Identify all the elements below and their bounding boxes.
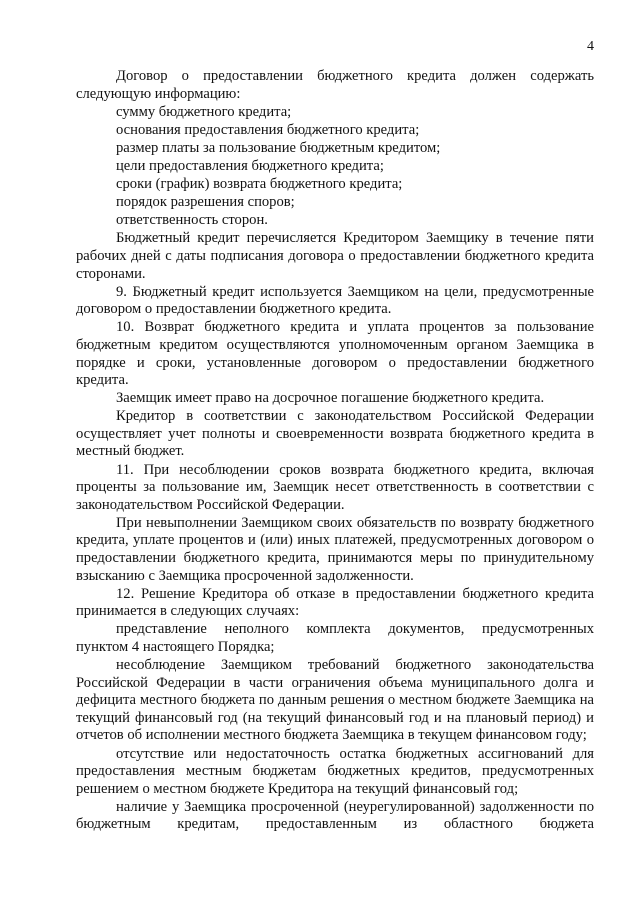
list-item: ответственность сторон. (116, 212, 268, 229)
paragraph: Бюджетный кредит перечисляется Кредитором Заемщику в течение пяти рабочих дней с даты подписания договора о предоставлении бюджетного кредита сторонами. (76, 230, 594, 282)
paragraph: наличие у Заемщика просроченной (неурегулированной) задолженности по бюджетным кредитам, предоставленным из областного бюджета (76, 798, 594, 833)
paragraph: 12. Решение Кредитора об отказе в предоставлении бюджетного кредита принимается в следующих случаях: (76, 585, 594, 620)
paragraph: отсутствие или недостаточность остатка бюджетных ассигнований для предоставления местным бюджетам бюджетных кредитов, предусмотренных решением о местном бюджете Кредитора на текущий финансовый год; (76, 745, 594, 797)
page-number: 4 (587, 39, 594, 54)
list-item: размер платы за пользование бюджетным кредитом; (116, 139, 441, 156)
list-item: сумму бюджетного кредита; (116, 103, 292, 120)
paragraph: представление неполного комплекта документов, предусмотренных пунктом 4 настоящего Порядка; (76, 621, 594, 655)
list-item: цели предоставления бюджетного кредита; (116, 157, 384, 174)
list-item: порядок разрешения споров; (116, 194, 295, 211)
list-item: сроки (график) возврата бюджетного кредита; (116, 176, 403, 193)
paragraph: 9. Бюджетный кредит используется Заемщиком на цели, предусмотренные договором о предоставлении бюджетного кредита. (76, 283, 594, 318)
paragraph: 11. При несоблюдении сроков возврата бюджетного кредита, включая проценты за пользование им, Заемщик несет ответственность в соответствии с законодательством Российской Федерации. (76, 461, 594, 513)
paragraph: При невыполнении Заемщиком своих обязательств по возврату бюджетного кредита, уплате процентов и (или) иных платежей, предусмотренных договором о предоставлении бюджетного кредита, принимаются меры по принудительному взысканию с Заемщика просроченной задолженности. (76, 514, 594, 584)
paragraph: Договор о предоставлении бюджетного кредита должен содержать следующую информацию: (76, 68, 594, 102)
list-item: основания предоставления бюджетного кредита; (116, 121, 420, 138)
paragraph: Заемщик имеет право на досрочное погашение бюджетного кредита. (116, 390, 545, 407)
paragraph: несоблюдение Заемщиком требований бюджетного законодательства Российской Федерации в части ограничения объема муниципального долга и дефицита местного бюджета по данным решения о местном бюджете Заемщика на текущий финансовый год (на текущий финансовый год и на плановый период) и отчетов об исполнении местного бюджета Заемщика в текущем финансовом году; (76, 657, 594, 744)
paragraph: Кредитор в соответствии с законодательством Российской Федерации осуществляет учет полноты и своевременности возврата бюджетного кредита в местный бюджет. (76, 408, 594, 460)
document-body (76, 68, 594, 835)
paragraph: 10. Возврат бюджетного кредита и уплата процентов за пользование бюджетным кредитом осуществляются уполномоченным органом Заемщика в порядке и сроки, установленные договором о предоставлении бюджетного кредита. (76, 319, 594, 389)
